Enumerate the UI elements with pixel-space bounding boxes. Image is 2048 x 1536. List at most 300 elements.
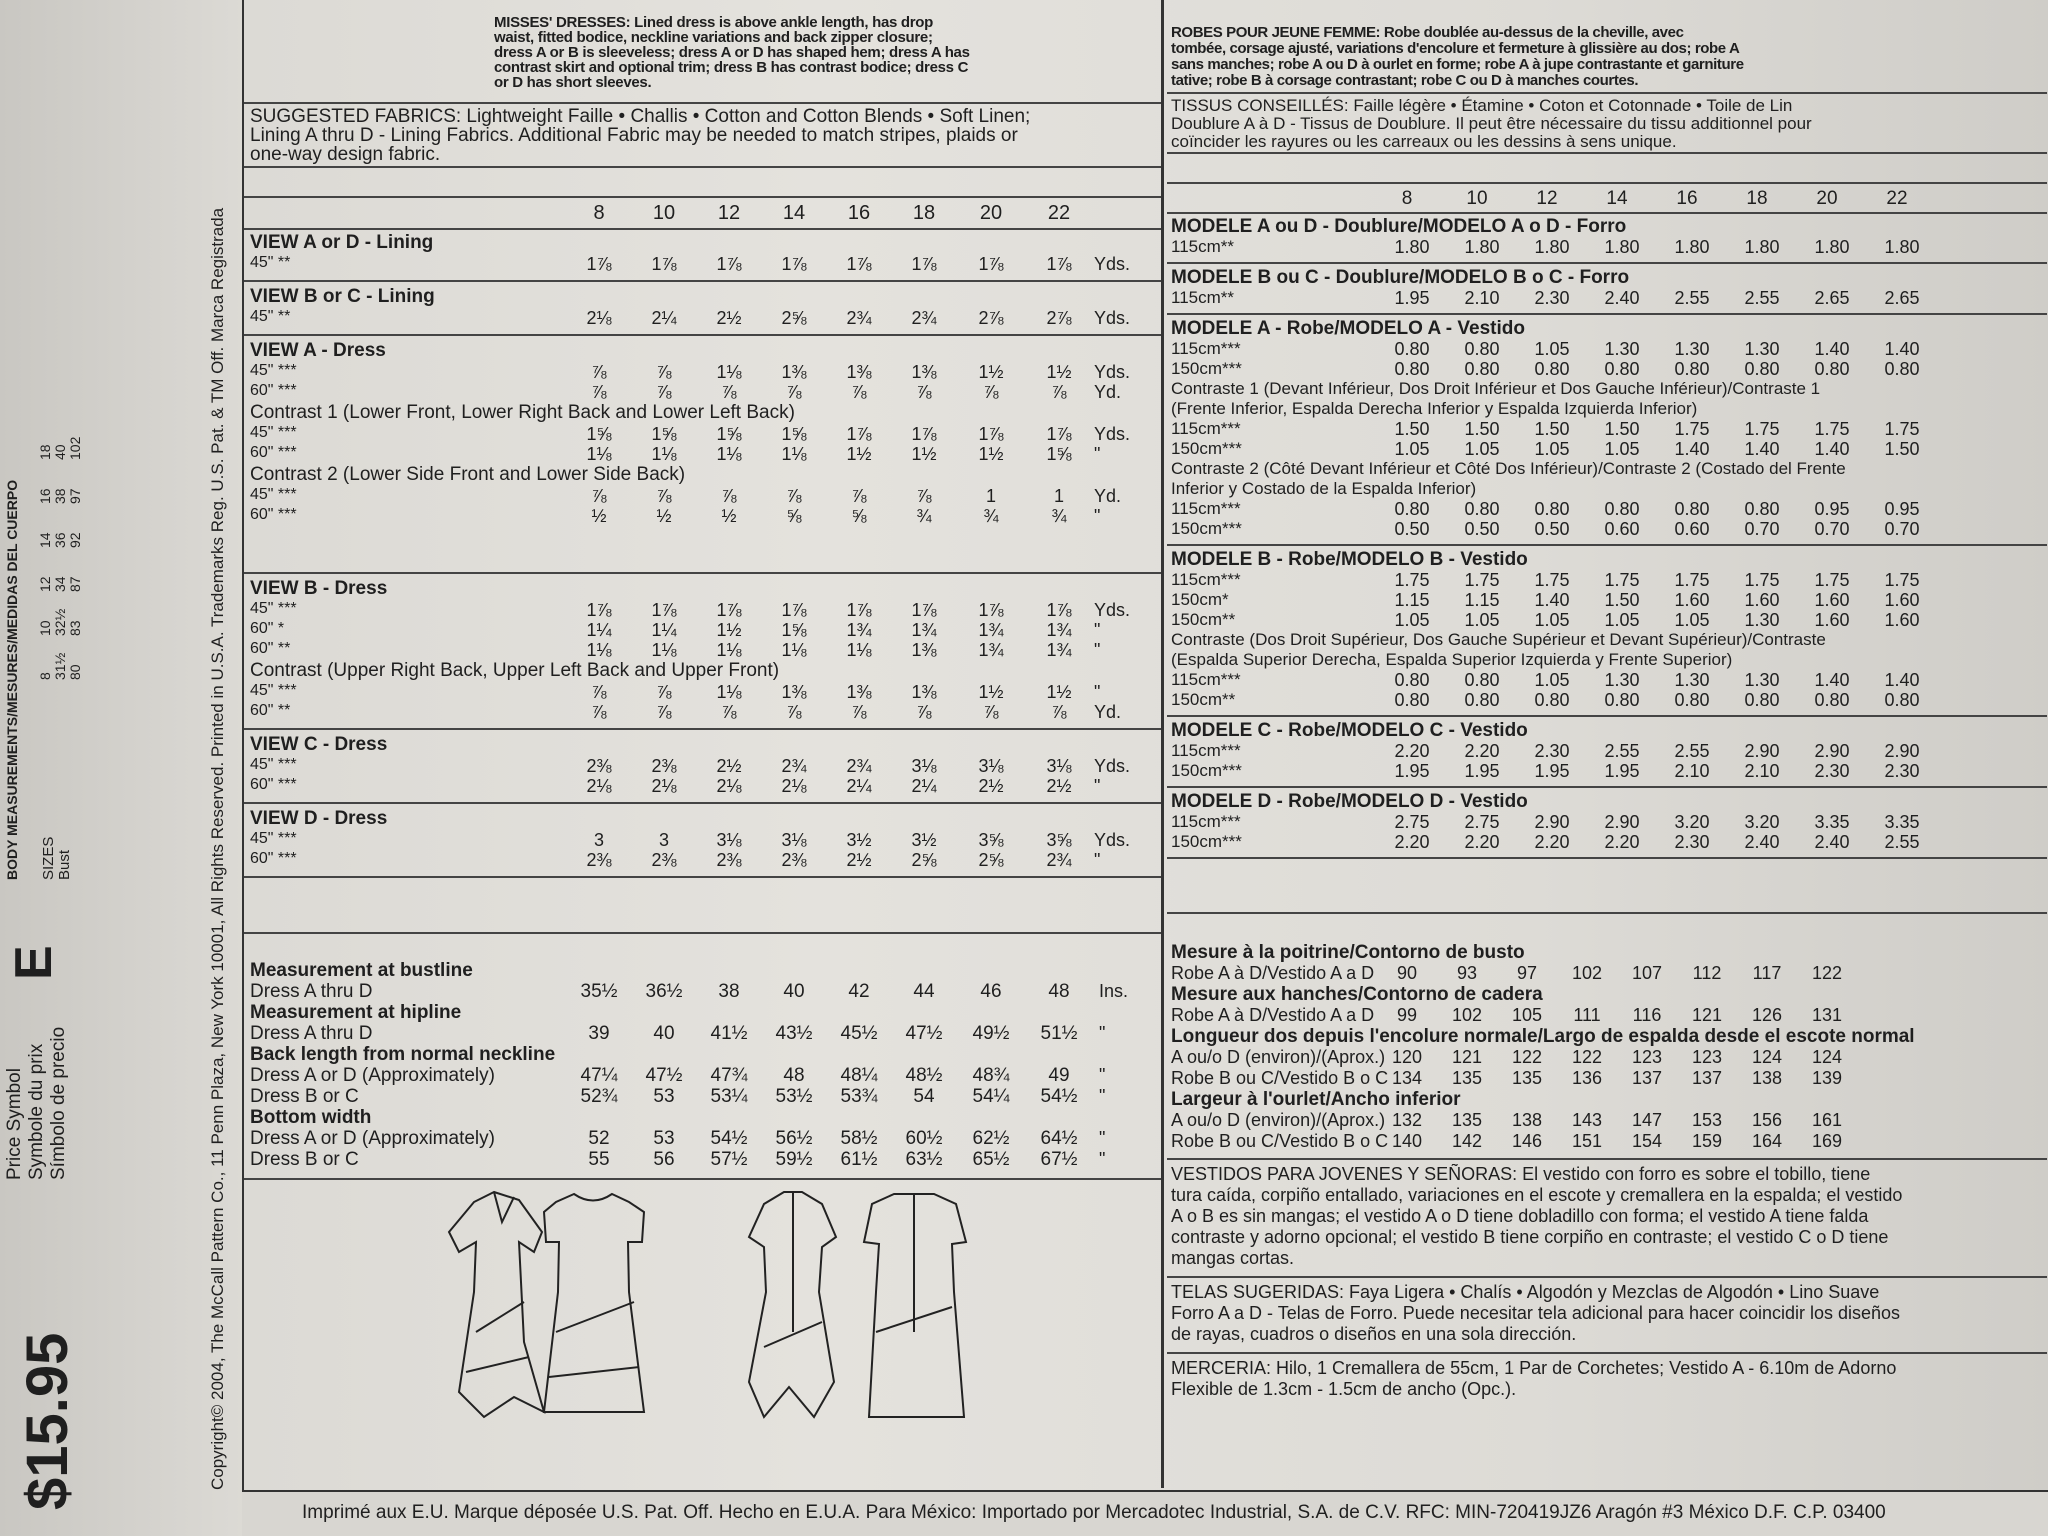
view-title: VIEW B or C - Lining (250, 286, 435, 307)
yardage-value: ¾ (916, 506, 932, 526)
mesure-label: Robe A à D/Vestido A a D (1171, 1005, 1375, 1025)
measure-value: 67½ (1040, 1149, 1078, 1170)
measure-unit: Ins. (1099, 981, 1129, 1001)
fabric-width-cm: 150cm* (1171, 590, 1229, 609)
mesure-value: 146 (1511, 1131, 1543, 1151)
mesure-value: 138 (1511, 1110, 1543, 1130)
yardage-value: 2⅞ (978, 308, 1004, 328)
fabric-width: 45" *** (250, 600, 297, 617)
fabric-width: 60" *** (250, 382, 297, 399)
yardage-value: 1⅛ (716, 640, 742, 660)
metric-value: 3.35 (1884, 812, 1920, 832)
yardage-value: ⅞ (656, 682, 672, 702)
size-col-header: 16 (847, 202, 871, 224)
yardage-value: 2⅜ (586, 850, 612, 870)
divider (1167, 182, 2047, 184)
metric-value: 1.40 (1534, 590, 1570, 610)
measure-value: 52 (588, 1128, 610, 1149)
metric-value: 1.05 (1534, 610, 1570, 630)
metric-value: 1.30 (1604, 670, 1640, 690)
yardage-value: 2⅝ (911, 850, 937, 870)
metric-value: 2.30 (1534, 288, 1570, 308)
measure-value: 49 (1048, 1065, 1070, 1086)
yardage-unit: " (1094, 776, 1101, 796)
yardage-value: 1⅞ (1046, 254, 1072, 274)
size-col-header-fr: 18 (1746, 188, 1768, 209)
body-size: 18 (37, 444, 53, 460)
metric-value: 1.80 (1464, 237, 1500, 257)
yardage-value: 1⅛ (586, 640, 612, 660)
english-column (244, 0, 1164, 1488)
yardage-value: 1⅝ (781, 620, 807, 640)
yardage-value: 2⅛ (651, 776, 677, 796)
yardage-value: 1⅞ (978, 600, 1004, 620)
yardage-value: 1⅞ (846, 600, 872, 620)
vestidos-line: contraste y adorno opcional; el vestido B tiene corpiño en contraste; el vestido C o D tiene (1171, 1227, 1889, 1247)
size-col-header: 18 (912, 202, 936, 224)
yardage-value: 3⅝ (978, 830, 1004, 850)
fabrics-line-fr: TISSUS CONSEILLÉS: Faille légère • Étamine • Coton et Cotonnade • Toile de Lin (1171, 96, 1793, 115)
metric-value: 0.80 (1394, 359, 1430, 379)
yardage-value: 2¾ (846, 308, 872, 328)
mesure-label: Robe A à D/Vestido A a D (1171, 963, 1375, 983)
metric-value: 2.40 (1814, 832, 1850, 852)
contrast-title: Contrast 2 (Lower Side Front and Lower Side Back) (250, 464, 686, 485)
measure-value: 48 (1048, 981, 1070, 1002)
yardage-unit: " (1094, 682, 1101, 702)
yardage-value: 1 (1053, 486, 1064, 506)
mesure-value: 99 (1396, 1005, 1418, 1025)
sizes-label: SIZES (40, 836, 57, 880)
mesure-value: 123 (1631, 1047, 1663, 1067)
yardage-value: 1⅝ (651, 424, 677, 444)
metric-value: 1.40 (1814, 670, 1850, 690)
yardage-value: 1⅞ (651, 600, 677, 620)
mesure-value: 122 (1511, 1047, 1543, 1067)
metric-value: 1.95 (1464, 761, 1500, 781)
yardage-value: 1⅞ (586, 254, 612, 274)
size-col-header: 22 (1047, 202, 1071, 224)
mesure-heading: Mesure à la poitrine/Contorno de busto (1171, 942, 1525, 963)
metric-value: 2.30 (1884, 761, 1920, 781)
metric-value: 1.75 (1744, 570, 1780, 590)
metric-value: 1.95 (1534, 761, 1570, 781)
yardage-value: 3⅛ (716, 830, 742, 850)
fabric-width: 45" *** (250, 486, 297, 503)
vestidos-line: tura caída, corpiño entallado, variaciones en el escote y cremallera en la espalda; el vestido (1171, 1185, 1903, 1205)
measure-value: 57½ (710, 1149, 748, 1170)
yardage-value: 1¾ (911, 620, 937, 640)
yardage-value: 3⅛ (911, 756, 937, 776)
yardage-value: ½ (656, 506, 672, 526)
description-line-fr: sans manches; robe A ou D à ourlet en forme; robe A à jupe contrastante et garniture (1171, 56, 1744, 73)
body-size-col (38, 488, 83, 504)
yardage-value: 2½ (978, 776, 1004, 796)
yardage-value: 1⅝ (586, 424, 612, 444)
vestidos-line: mangas cortas. (1171, 1248, 1295, 1268)
yardage-value: 2¼ (911, 776, 937, 796)
metric-value: 1.05 (1534, 439, 1570, 459)
yardage-value: ½ (721, 506, 737, 526)
measure-unit: " (1099, 1023, 1106, 1043)
metric-value: 0.80 (1604, 690, 1640, 710)
instruction-panel (242, 0, 2042, 1500)
yardage-value: 1 (985, 486, 996, 506)
yardage-value: 1⅞ (846, 254, 872, 274)
bust-label: Bust (56, 849, 73, 880)
divider (244, 102, 1161, 104)
mesure-value: 135 (1451, 1068, 1483, 1088)
measure-label: Dress B or C (250, 1086, 359, 1107)
metric-value: 3.20 (1674, 812, 1710, 832)
metric-value: 1.30 (1744, 339, 1780, 359)
size-col-header: 20 (979, 202, 1003, 224)
measure-unit: " (1099, 1149, 1106, 1169)
metric-value: 0.80 (1394, 499, 1430, 519)
metric-value: 2.20 (1394, 741, 1430, 761)
measure-value: 59½ (775, 1149, 813, 1170)
divider (1167, 1158, 2047, 1160)
telas-line: TELAS SUGERIDAS: Faya Ligera • Chalís • Algodón y Mezclas de Algodón • Lino Suave (1171, 1282, 1880, 1302)
fabric-width-cm: 115cm*** (1171, 339, 1241, 358)
metric-value: 0.80 (1464, 690, 1500, 710)
yardage-value: 3⅛ (1046, 756, 1072, 776)
metric-value: 1.05 (1464, 610, 1500, 630)
mesure-value: 121 (1451, 1047, 1483, 1067)
measure-value: 56½ (775, 1128, 813, 1149)
metric-value: 1.50 (1604, 590, 1640, 610)
divider (1167, 857, 2047, 859)
mesure-label: Robe B ou C/Vestido B o C (1171, 1131, 1389, 1151)
yardage-value: 1⅜ (781, 682, 807, 702)
measure-value: 53 (653, 1128, 675, 1149)
measure-value: 43½ (775, 1023, 813, 1044)
metric-value: 1.05 (1464, 439, 1500, 459)
measure-value: 63½ (905, 1149, 943, 1170)
metric-value: 0.60 (1604, 519, 1640, 539)
body-bust: 31½ (52, 652, 68, 680)
description-line: contrast skirt and optional trim; dress B has contrast bodice; dress C (494, 59, 969, 76)
yardage-value: 1⅛ (846, 640, 872, 660)
metric-value: 1.60 (1744, 590, 1780, 610)
measure-heading: Measurement at hipline (250, 1002, 462, 1023)
view-title: VIEW A or D - Lining (250, 232, 434, 253)
yardage-value: 1⅛ (781, 444, 807, 464)
metric-value: 1.40 (1674, 439, 1710, 459)
body-bust-cm: 102 (67, 436, 83, 460)
divider (1167, 212, 2047, 214)
measure-value: 40 (783, 981, 805, 1002)
fabric-width-cm: 115cm*** (1171, 741, 1241, 760)
french-spanish-column (1167, 0, 2047, 1488)
yardage-value: ⅞ (591, 382, 607, 402)
fabric-width: 60" ** (250, 702, 291, 719)
contrast-title: Contrast 1 (Lower Front, Lower Right Back and Lower Left Back) (250, 402, 795, 423)
measure-value: 58½ (840, 1128, 878, 1149)
yardage-value: 1⅛ (651, 444, 677, 464)
metric-value: 1.80 (1604, 237, 1640, 257)
divider (1167, 544, 2047, 546)
measure-heading: Back length from normal neckline (250, 1044, 556, 1065)
yardage-value: 1½ (1046, 682, 1072, 702)
metric-value: 1.75 (1464, 570, 1500, 590)
mesure-value: 156 (1751, 1110, 1783, 1130)
fabric-width: 45" *** (250, 756, 297, 773)
modele-title: MODELE A ou D - Doublure/MODELO A o D - Forro (1171, 216, 1627, 237)
size-col-header-fr: 12 (1536, 188, 1558, 209)
yardage-value: 2¼ (651, 308, 677, 328)
yardage-value: 2⅛ (586, 776, 612, 796)
measure-value: 56 (653, 1149, 675, 1170)
divider (244, 280, 1161, 282)
metric-value: 1.50 (1394, 419, 1430, 439)
body-size: 16 (37, 488, 53, 504)
yardage-value: 1⅞ (716, 600, 742, 620)
yardage-value: 2½ (716, 756, 742, 776)
metric-value: 0.50 (1394, 519, 1430, 539)
size-col-header-fr: 16 (1676, 188, 1698, 209)
mesure-value: 164 (1751, 1131, 1783, 1151)
body-size: 8 (37, 672, 53, 680)
yardage-value: 1⅞ (716, 254, 742, 274)
metric-value: 1.15 (1464, 590, 1500, 610)
yardage-value: 1⅞ (911, 600, 937, 620)
mesure-heading: Largeur à l'ourlet/Ancho inferior (1171, 1089, 1461, 1110)
measure-value: 62½ (972, 1128, 1010, 1149)
yardage-unit: Yds. (1094, 308, 1131, 328)
fabric-width-cm: 150cm** (1171, 690, 1236, 709)
body-size-col (38, 609, 83, 636)
metric-value: 0.80 (1464, 499, 1500, 519)
size-col-header-fr: 8 (1401, 188, 1413, 209)
copyright-notice: Copyright© 2004, The McCall Pattern Co., 11 Penn Plaza, New York 10001, All Rights Reserved. Printed in U.S.A. Trademarks Reg. U.S. Pat. & TM Off. Marca Registrada (208, 207, 227, 1490)
yardage-value: 1⅞ (781, 600, 807, 620)
metric-value: 1.75 (1814, 570, 1850, 590)
fabric-width: 60" *** (250, 506, 297, 523)
measure-value: 44 (913, 981, 935, 1002)
vestidos-line: A o B es sin mangas; el vestido A o D tiene dobladillo con forma; el vestido A tiene falda (1171, 1206, 1869, 1226)
metric-value: 2.90 (1744, 741, 1780, 761)
metric-value: 1.05 (1534, 339, 1570, 359)
measure-value: 54¼ (972, 1086, 1010, 1107)
metric-value: 0.80 (1534, 499, 1570, 519)
yardage-value: ⅞ (656, 702, 672, 722)
yardage-value: ½ (591, 506, 607, 526)
measure-value: 53 (653, 1086, 675, 1107)
fabric-width-cm: 115cm*** (1171, 499, 1241, 518)
body-bust-cm: 83 (67, 620, 83, 636)
measure-value: 49½ (972, 1023, 1010, 1044)
metric-value: 2.55 (1674, 741, 1710, 761)
mesure-value: 102 (1451, 1005, 1483, 1025)
yardage-value: 1⅞ (1046, 424, 1072, 444)
description-line-fr: tombée, corsage ajusté, variations d'encolure et fermeture à glissière au dos; robe A (1171, 40, 1740, 57)
price-symbol: E (5, 945, 63, 980)
footer-text: Imprimé aux E.U. Marque déposée U.S. Pat. Off. Hecho en E.U.A. Para México: Importado por Mercadotec Industrial, S.A. de C.V. RFC: MIN-720419JZ6 Aragón #3 México D.F. C.P. 03400 (302, 1502, 1886, 1523)
yardage-value: ⅞ (721, 486, 737, 506)
metric-value: 1.80 (1534, 237, 1570, 257)
fabric-width: 45" *** (250, 424, 297, 441)
metric-value: 1.50 (1884, 439, 1920, 459)
yardage-value: ⅝ (786, 506, 802, 526)
fabric-width: 45" *** (250, 682, 297, 699)
metric-value: 0.80 (1814, 690, 1850, 710)
metric-value: 0.80 (1534, 690, 1570, 710)
yardage-unit: Yds. (1094, 362, 1131, 382)
size-col-header-fr: 10 (1466, 188, 1488, 209)
measure-value: 35½ (580, 981, 618, 1002)
body-size: 10 (37, 620, 53, 636)
mesure-value: 122 (1571, 1047, 1603, 1067)
metric-value: 1.80 (1744, 237, 1780, 257)
metric-value: 1.50 (1604, 419, 1640, 439)
mesure-value: 136 (1571, 1068, 1603, 1088)
yardage-value: 1⅜ (911, 362, 937, 382)
yardage-value: ⅞ (983, 382, 999, 402)
mesure-label: A ou/o D (environ)/(Aprox.) (1171, 1110, 1386, 1130)
yardage-value: 1⅜ (911, 640, 937, 660)
metric-value: 1.75 (1884, 419, 1920, 439)
metric-value: 0.80 (1604, 359, 1640, 379)
price-label-fr: Symbole du prix (26, 1043, 47, 1180)
measure-value: 45½ (840, 1023, 878, 1044)
yardage-value: 1⅛ (716, 362, 742, 382)
yardage-value: ⅞ (851, 382, 867, 402)
yardage-value: 1⅞ (978, 424, 1004, 444)
divider (244, 802, 1161, 804)
measure-value: 53¾ (840, 1086, 878, 1107)
yardage-unit: " (1094, 640, 1101, 660)
vestidos-line: VESTIDOS PARA JOVENES Y SEÑORAS: El vestido con forro es sobre el tobillo, tiene (1171, 1164, 1871, 1184)
yardage-value: 1⅛ (781, 640, 807, 660)
mesure-value: 137 (1631, 1068, 1663, 1088)
yardage-value: ⅞ (786, 486, 802, 506)
yardage-value: 1⅝ (716, 424, 742, 444)
contraste-title-2: Inferior y Costado de la Espalda Inferior) (1171, 479, 1477, 498)
metric-value: 1.75 (1534, 570, 1570, 590)
mesure-value: 153 (1691, 1110, 1723, 1130)
contraste-title-2: (Espalda Superior Derecha, Espalda Superior Izquierda y Frente Superior) (1171, 650, 1733, 669)
metric-value: 1.40 (1744, 439, 1780, 459)
size-col-header-fr: 20 (1816, 188, 1838, 209)
measure-value: 54 (913, 1086, 935, 1107)
measure-value: 61½ (840, 1149, 878, 1170)
telas-line: Forro A a D - Telas de Forro. Puede necesitar tela adicional para hacer coincidir los diseños (1171, 1303, 1901, 1323)
yardage-value: 2⅛ (586, 308, 612, 328)
yardage-unit: Yds. (1094, 254, 1131, 274)
metric-value: 2.30 (1674, 832, 1710, 852)
yardage-value: 1⅜ (846, 682, 872, 702)
metric-value: 3.20 (1744, 812, 1780, 832)
size-col-header-fr: 14 (1606, 188, 1628, 209)
yardage-value: 1⅞ (586, 600, 612, 620)
fabric-width: 60" *** (250, 850, 297, 867)
yardage-value: ⅞ (1051, 702, 1067, 722)
measure-value: 38 (718, 981, 740, 1002)
mesure-value: 121 (1691, 1005, 1723, 1025)
fabric-width-cm: 150cm*** (1171, 359, 1242, 378)
metric-value: 1.80 (1674, 237, 1710, 257)
metric-value: 1.30 (1744, 610, 1780, 630)
yardage-value: 1¾ (978, 640, 1004, 660)
mesure-heading: Mesure aux hanches/Contorno de cadera (1171, 984, 1543, 1005)
body-bust-cm: 92 (67, 532, 83, 548)
mesure-label: Robe B ou C/Vestido B o C (1171, 1068, 1389, 1088)
metric-value: 0.80 (1394, 339, 1430, 359)
metric-value: 0.70 (1814, 519, 1850, 539)
metric-value: 1.50 (1534, 419, 1570, 439)
yardage-value: 1¼ (651, 620, 677, 640)
measure-value: 46 (980, 981, 1002, 1002)
mesure-value: 107 (1631, 963, 1663, 983)
yardage-value: 2½ (716, 308, 742, 328)
envelope-side-strip (0, 0, 242, 1536)
yardage-value: ⅞ (851, 702, 867, 722)
yardage-value: ⅞ (591, 702, 607, 722)
metric-value: 1.40 (1884, 339, 1920, 359)
fabrics-line-fr: coïncider les rayures ou les carreaux ou les dessins à sens unique. (1171, 132, 1677, 151)
telas-line: de rayas, cuadros o diseños en una sola dirección. (1171, 1324, 1577, 1344)
modele-title: MODELE C - Robe/MODELO C - Vestido (1171, 720, 1528, 741)
merceria-line: Flexible de 1.3cm - 1.5cm de ancho (Opc.). (1171, 1379, 1517, 1399)
metric-value: 2.75 (1464, 812, 1500, 832)
yardage-value: ⅞ (983, 702, 999, 722)
metric-value: 0.80 (1884, 690, 1920, 710)
metric-value: 0.80 (1674, 499, 1710, 519)
measure-value: 48 (783, 1065, 805, 1086)
yardage-value: 1⅞ (651, 254, 677, 274)
measure-value: 52¾ (580, 1086, 618, 1107)
measure-label: Dress A or D (Approximately) (250, 1065, 495, 1086)
measure-unit: " (1099, 1086, 1106, 1106)
mesure-value: 116 (1632, 1005, 1662, 1025)
measure-value: 48¼ (840, 1065, 878, 1086)
mesure-value: 138 (1751, 1068, 1783, 1088)
yardage-value: ⅞ (656, 382, 672, 402)
modele-title: MODELE B - Robe/MODELO B - Vestido (1171, 549, 1528, 570)
body-bust-cm: 80 (67, 664, 83, 680)
mesure-value: 117 (1752, 963, 1782, 983)
measure-value: 48½ (905, 1065, 943, 1086)
fabric-width: 60" *** (250, 444, 297, 461)
metric-value: 1.80 (1394, 237, 1430, 257)
mesure-value: 111 (1573, 1005, 1601, 1025)
yardage-unit: Yds. (1094, 424, 1131, 444)
yardage-value: 1⅞ (911, 254, 937, 274)
mesure-value: 131 (1811, 1005, 1843, 1025)
yardage-unit: Yd. (1094, 486, 1122, 506)
yardage-value: 2½ (1046, 776, 1072, 796)
mesure-value: 143 (1571, 1110, 1603, 1130)
price: $15.95 (15, 1332, 80, 1510)
yardage-value: 1⅛ (651, 640, 677, 660)
metric-value: 1.95 (1394, 761, 1430, 781)
yardage-value: 1⅞ (911, 424, 937, 444)
metric-value: 2.40 (1744, 832, 1780, 852)
yardage-value: 1⅞ (978, 254, 1004, 274)
yardage-unit: Yds. (1094, 600, 1131, 620)
yardage-value: 1½ (978, 682, 1004, 702)
yardage-unit: " (1094, 620, 1101, 640)
metric-value: 2.90 (1884, 741, 1920, 761)
metric-value: 0.80 (1464, 359, 1500, 379)
description-line: waist, fitted bodice, neckline variations and back zipper closure; (494, 29, 933, 46)
measure-value: 60½ (905, 1128, 943, 1149)
metric-value: 2.20 (1394, 832, 1430, 852)
view-title: VIEW A - Dress (250, 340, 386, 361)
measure-value: 54½ (710, 1128, 748, 1149)
metric-value: 2.55 (1674, 288, 1710, 308)
